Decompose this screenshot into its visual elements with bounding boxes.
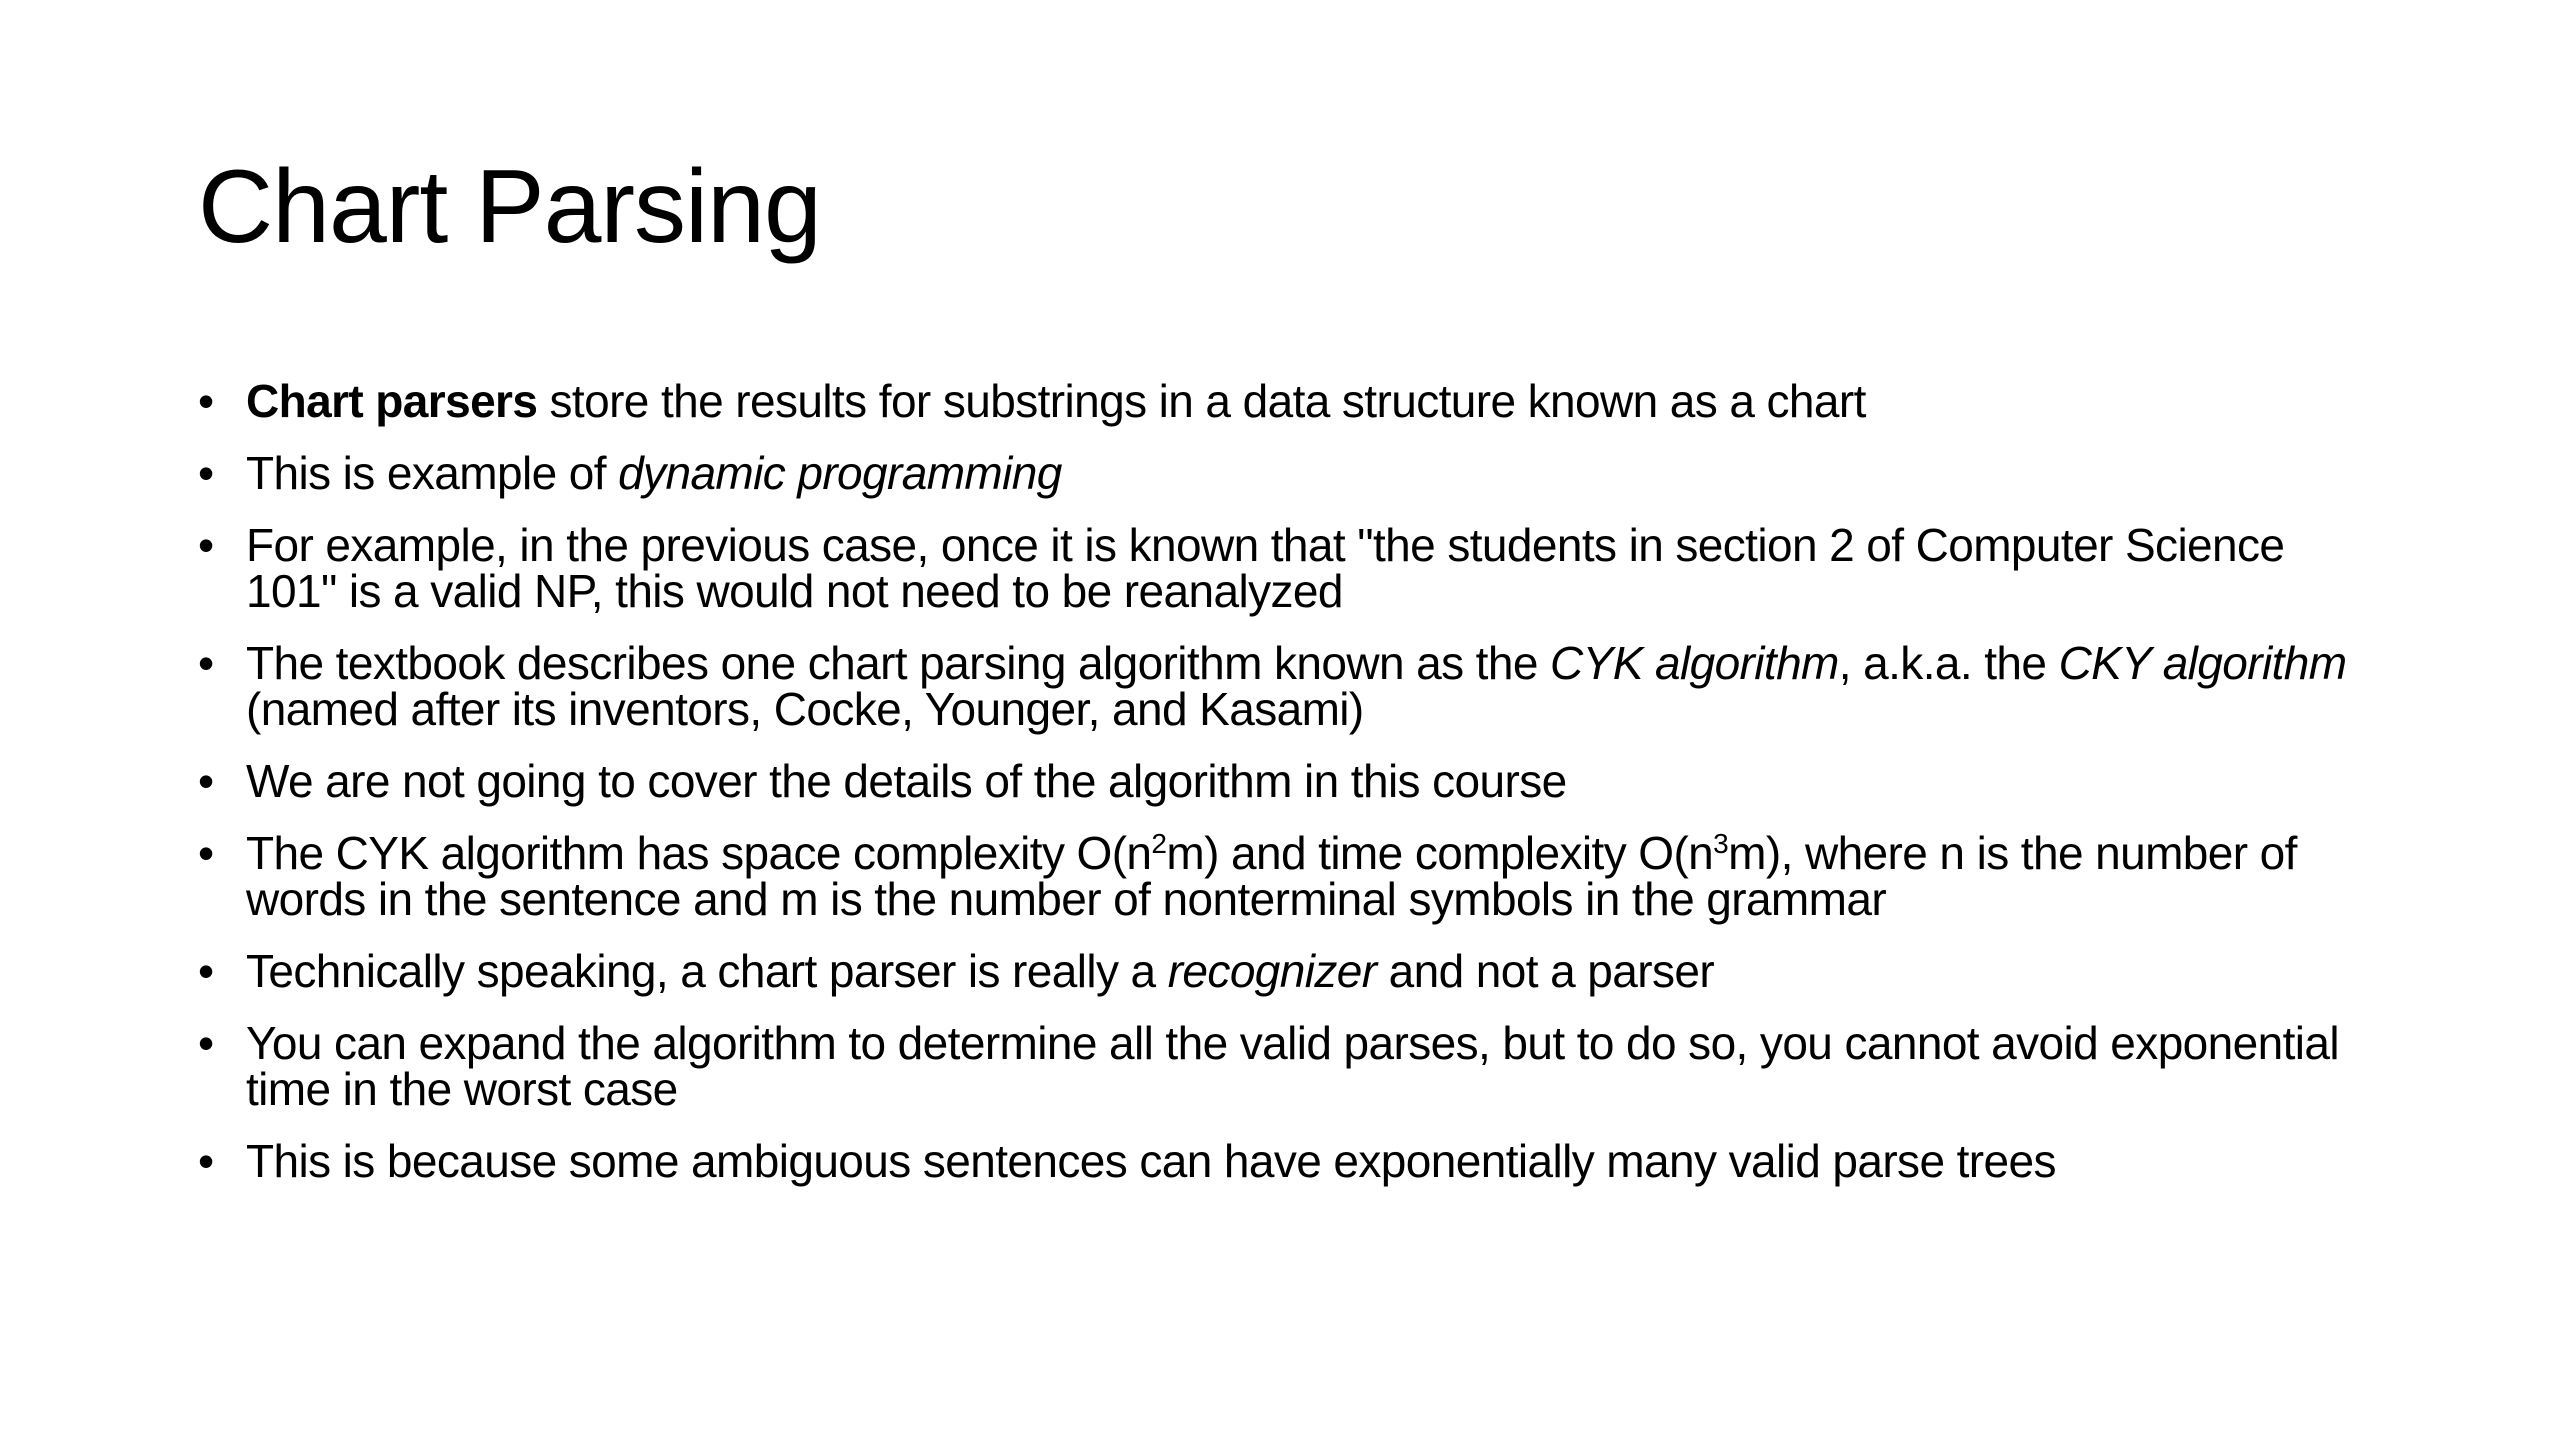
bullet-text: The textbook describes one chart parsing algorithm known as the bbox=[246, 637, 1551, 689]
bullet-text: m), where n is the number of words in the sentence and m is the number of nonterminal symbols in the grammar bbox=[246, 827, 2297, 925]
bullet-italic-term: CYK algorithm bbox=[1550, 637, 1839, 689]
bullet-item bbox=[198, 637, 2378, 735]
bullet-icon: • bbox=[198, 447, 214, 499]
bullet-italic-term: recognizer bbox=[1167, 945, 1377, 997]
superscript: 3 bbox=[1713, 828, 1729, 859]
bullet-item bbox=[198, 827, 2378, 925]
bullet-text: You can expand the algorithm to determine all the valid parses, but to do so, you cannot avoid exponential time in the worst case bbox=[246, 1017, 2340, 1115]
bullet-icon: • bbox=[198, 827, 214, 879]
bullet-text: and not a parser bbox=[1376, 945, 1715, 997]
bullet-text: store the results for substrings in a data structure known as a chart bbox=[537, 375, 1866, 427]
bullet-icon: • bbox=[198, 945, 214, 997]
bullet-icon: • bbox=[198, 755, 214, 807]
bullet-bold-term: Chart parsers bbox=[246, 375, 538, 427]
bullet-italic-term: CKY algorithm bbox=[2058, 637, 2347, 689]
bullet-text: m) and time complexity O(n bbox=[1166, 827, 1714, 879]
bullet-text: The CYK algorithm has space complexity O(n bbox=[246, 827, 1152, 879]
bullet-text: For example, in the previous case, once it is known that "the students in section 2 of Computer Science 101" is a valid NP, this would not need to be reanalyzed bbox=[246, 519, 2285, 617]
bullet-item bbox=[198, 755, 2378, 807]
bullet-item bbox=[198, 375, 2378, 427]
bullet-icon: • bbox=[198, 375, 214, 427]
bullet-text: This is because some ambiguous sentences can have exponentially many valid parse trees bbox=[246, 1135, 2056, 1187]
bullet-item bbox=[198, 1135, 2378, 1187]
bullet-icon: • bbox=[198, 637, 214, 689]
bullet-icon: • bbox=[198, 519, 214, 571]
bullet-text: Technically speaking, a chart parser is really a bbox=[246, 945, 1168, 997]
bullet-text: (named after its inventors, Cocke, Younger, and Kasami) bbox=[246, 683, 1364, 735]
bullet-list bbox=[198, 375, 2378, 1210]
slide-title: Chart Parsing bbox=[198, 149, 821, 265]
bullet-text: We are not going to cover the details of the algorithm in this course bbox=[246, 755, 1567, 807]
bullet-text: , a.k.a. the bbox=[1838, 637, 2059, 689]
superscript: 2 bbox=[1151, 828, 1167, 859]
bullet-item bbox=[198, 945, 2378, 997]
bullet-item bbox=[198, 447, 2378, 499]
bullet-italic-term: dynamic programming bbox=[618, 447, 1062, 499]
bullet-icon: • bbox=[198, 1135, 214, 1187]
bullet-text: This is example of bbox=[246, 447, 619, 499]
bullet-item bbox=[198, 1017, 2378, 1115]
bullet-icon: • bbox=[198, 1017, 214, 1069]
bullet-item bbox=[198, 519, 2378, 617]
